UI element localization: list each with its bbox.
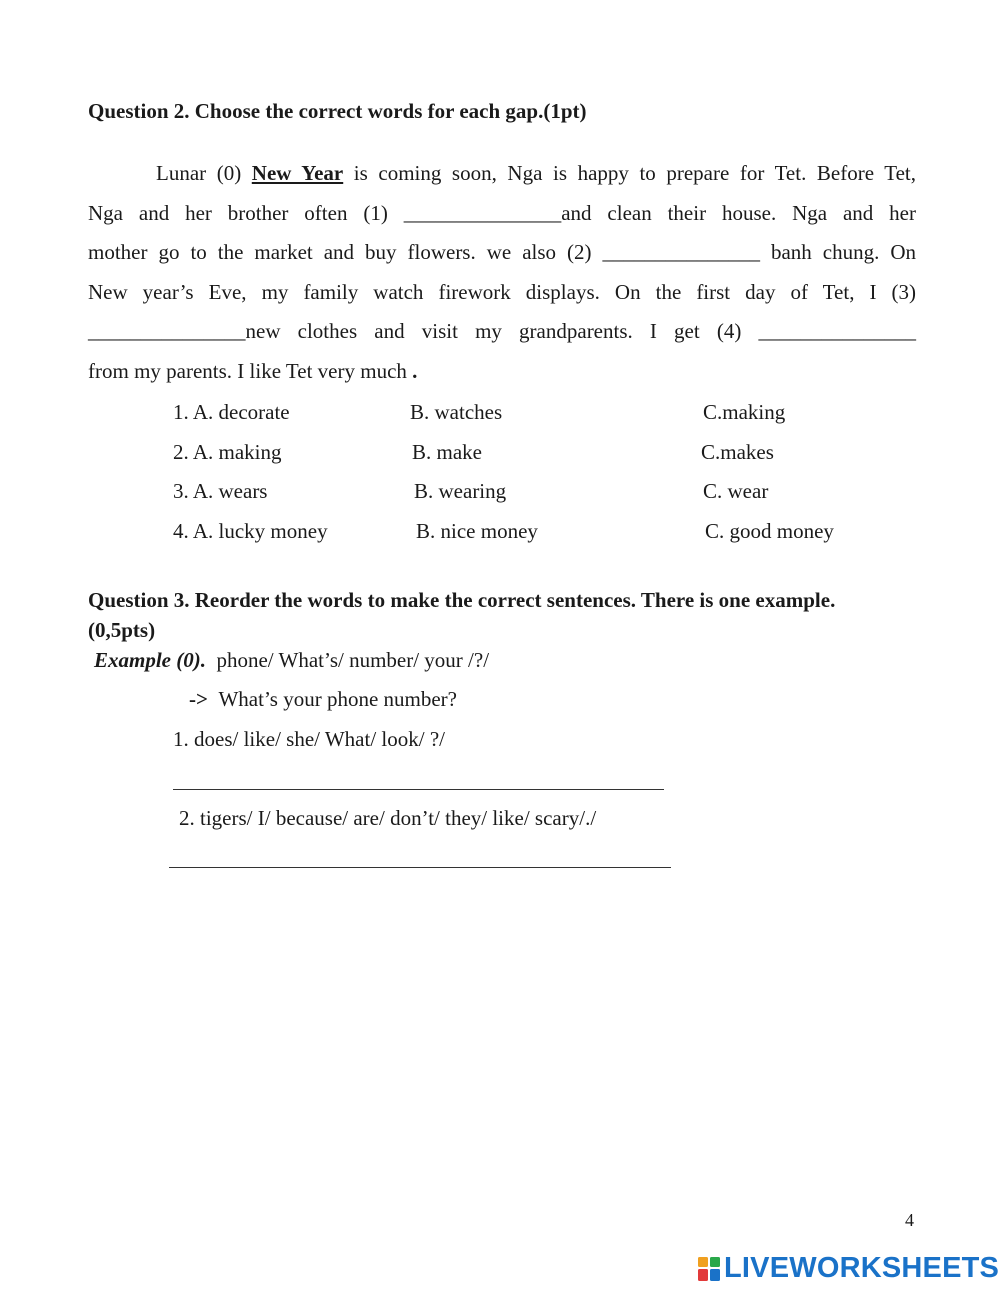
passage-line-1 <box>88 154 916 194</box>
passage-text: Lunar (0) <box>156 161 242 185</box>
example-label: Example (0). <box>94 648 206 672</box>
passage-line-6 <box>88 352 916 392</box>
passage-text: from my parents. I like Tet very much <box>88 358 407 383</box>
option-1a: 1. A. decorate <box>173 400 290 424</box>
answer-line-2[interactable] <box>169 867 671 868</box>
passage-line-5: _______________new clothes and visit my grandparents. I get (4) _______________ <box>88 319 916 343</box>
option-2c: C.makes <box>701 440 774 464</box>
option-3a: 3. A. wears <box>173 479 268 503</box>
option-2b: B. make <box>412 440 482 464</box>
question-2-passage <box>88 154 916 391</box>
page-number: 4 <box>905 1210 914 1230</box>
option-1b: B. watches <box>410 400 503 424</box>
option-4b: B. nice money <box>416 519 538 543</box>
liveworksheets-brand[interactable]: LIVEWORKSHEETS <box>724 1252 1000 1284</box>
reorder-item-2: 2. tigers/ I/ because/ are/ don’t/ they/ like/ scary/./ <box>179 806 597 830</box>
example-answer: What’s your phone number? <box>218 687 457 711</box>
option-4a: 4. A. lucky money <box>173 519 328 543</box>
passage-line-4: New year’s Eve, my family watch firework displays. On the first day of Tet, I (3) <box>88 279 916 304</box>
option-1c: C.making <box>703 400 786 424</box>
example-answer-new-year: New Year <box>251 161 344 185</box>
passage-line-2: Nga and her brother often (1) _______________and clean their house. Nga and her <box>88 200 916 225</box>
arrow-symbol: -> <box>189 687 208 711</box>
question-2-title: Question 2. Choose the correct words for each gap.(1pt) <box>88 99 587 123</box>
answer-line-1[interactable] <box>173 789 664 790</box>
option-3c: C. wear <box>703 479 769 503</box>
passage-line-3: mother go to the market and buy flowers. we also (2) _______________ banh chung. On <box>88 240 916 264</box>
option-3b: B. wearing <box>414 479 507 503</box>
example-row <box>94 648 489 673</box>
passage-text: is coming soon, Nga is happy to prepare for Tet. Before Tet, <box>353 161 916 185</box>
example-words: phone/ What’s/ number/ your /?/ <box>216 648 490 672</box>
option-2a: 2. A. making <box>173 440 282 464</box>
reorder-item-1: 1. does/ like/ she/ What/ look/ ?/ <box>173 727 445 751</box>
liveworksheets-logo-icon <box>698 1257 720 1281</box>
example-answer-row <box>189 687 457 712</box>
option-4c: C. good money <box>705 519 834 543</box>
question-3-title: Question 3. Reorder the words to make the correct sentences. There is one example. <box>88 588 836 612</box>
question-3-points: (0,5pts) <box>88 618 156 642</box>
passage-period: . <box>412 358 418 383</box>
